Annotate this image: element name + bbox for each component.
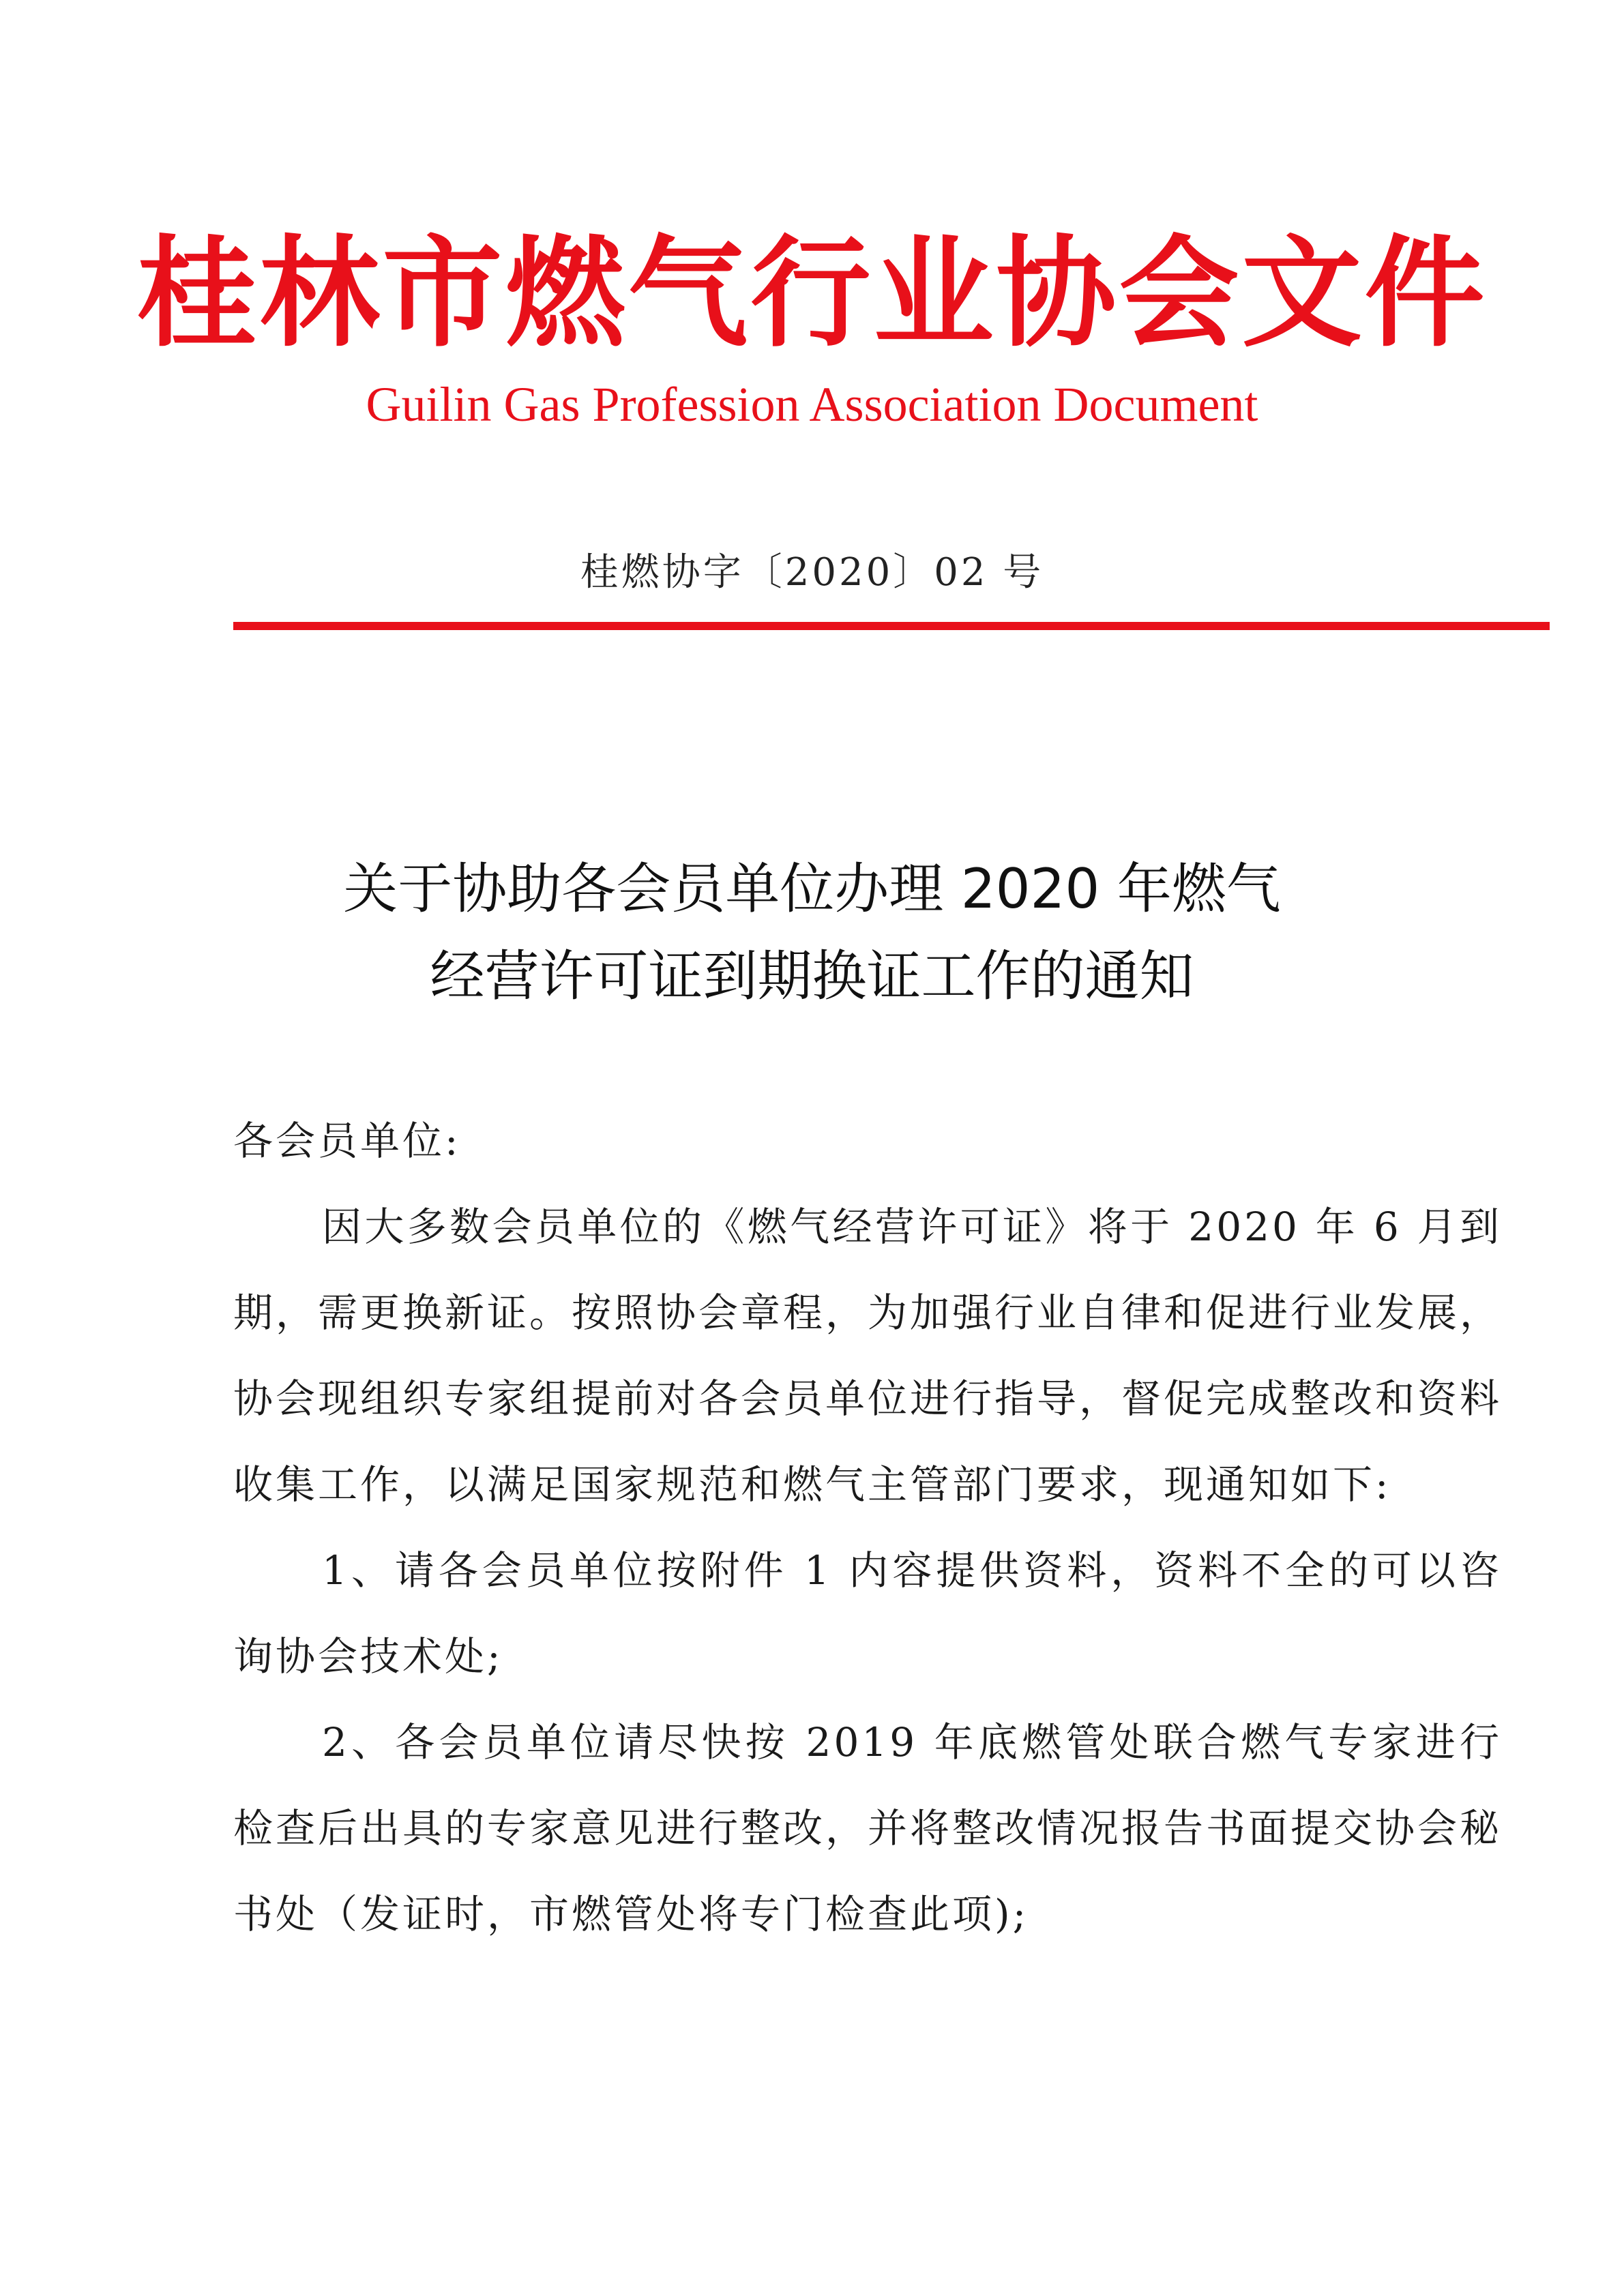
notice-title (0, 846, 1624, 1020)
notice-title-line-2: 经营许可证到期换证工作的通知 (430, 944, 1194, 1008)
letterhead-divider (233, 622, 1550, 630)
letterhead-subtitle: Guilin Gas Profession Association Document (366, 377, 1258, 432)
document-number: 桂燃协字〔2020〕02 号 (580, 550, 1044, 595)
notice-title-line-1: 关于协助各会员单位办理 2020 年燃气 (343, 857, 1281, 921)
letterhead-title: 桂林市燃气行业协会文件 (136, 222, 1488, 363)
salutation: 各会员单位: (233, 1118, 461, 1164)
notice-body (233, 1098, 1502, 1957)
body-paragraph-intro: 因大多数会员单位的《燃气经营许可证》将于 2020 年 6 月到期，需更换新证。按照协会章程，为加强行业自律和促进行业发展，协会现组织专家组提前对各会员单位进行指导，督促完成整改和资料收集工作，以满足国家规范和燃气主管部门要求，现通知如下: (233, 1204, 1503, 1508)
body-paragraph-item-1: 1、请各会员单位按附件 1 内容提供资料，资料不全的可以咨询协会技术处; (233, 1547, 1502, 1680)
body-paragraph-item-2: 2、各会员单位请尽快按 2019 年底燃管处联合燃气专家进行检查后出具的专家意见进行整改，并将整改情况报告书面提交协会秘书处（发证时，市燃管处将专门检查此项); (233, 1719, 1503, 1937)
